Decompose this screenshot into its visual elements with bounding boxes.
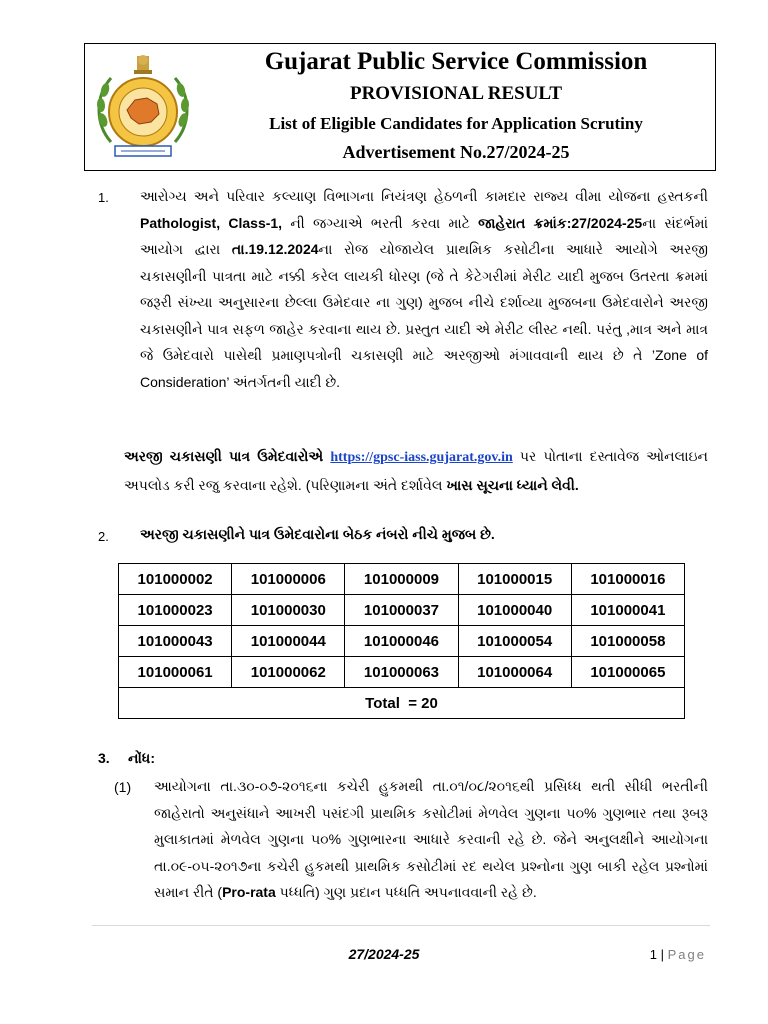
paragraph-1: [140, 183, 708, 395]
page-label: Page: [667, 947, 706, 962]
seat-number-cell: 101000043: [119, 626, 232, 657]
para1-text-3: ના સંદર્ભમાં આયોગ દ્વારા: [140, 214, 709, 257]
seat-number-cell: 101000006: [232, 564, 345, 595]
seat-number-cell: 101000044: [232, 626, 345, 657]
seat-number-cell: 101000062: [232, 657, 345, 688]
seat-number-cell: 101000054: [458, 626, 571, 657]
para-number-2: 2.: [98, 529, 109, 544]
para1-advt-number: જાહેરાત ક્રમાંક:27/2024-25: [478, 214, 643, 231]
table-row: [119, 657, 685, 688]
seat-number-cell: 101000016: [571, 564, 684, 595]
footer-advertisement: 27/2024-25: [348, 946, 420, 962]
seat-number-cell: 101000040: [458, 595, 571, 626]
para-number-3: 3.: [98, 750, 110, 766]
para1b-bold-1: અરજી ચકાસણી પાત્ર ઉમેદવારોએ: [124, 448, 331, 464]
page-number: [650, 947, 706, 962]
seat-number-cell: 101000023: [119, 595, 232, 626]
seat-number-cell: 101000041: [571, 595, 684, 626]
seat-number-cell: 101000061: [119, 657, 232, 688]
total-count: Total = 20: [119, 688, 685, 719]
note-pro-rata: Pro-rata: [222, 884, 276, 900]
seat-number-cell: 101000064: [458, 657, 571, 688]
note-text-1: આયોગના તા.૩૦-૦૭-૨૦૧૬ના કચેરી હુકમથી તા.૦૧/૦૮/૨૦૧૬થી પ્રસિધ્ધ થતી સીધી ભરતીની જાહેરાતો અનુસંધાને આખરી પસંદગી પ્રાથમિક કસોટીમાં મેળવેલ ગુણના ૫૦% ગુણભાર તથા રૂબરૂ મુલાકાતમાં મેળવેલ ગુણના ૫૦% ગુણભારના આધારે કરવાની રહે છે. જેને અનુલક્ષીને આયોગના તા.૦૯-૦૫-૨૦૧૭ના કચેરી હુકમથી પ્રાથમિક કસોટીમાં રદ થયેલ પ્રશ્નોના ગુણ બાકી રહેલ પ્રશ્નોમાં સમાન રીતે (: [154, 778, 708, 900]
para1b-text: પર પોતાના દસ્તાવેજ ઓનલાઇન અપલોડ કરી રજુ કરવાના રહેશે. (પરિણામના અંતે દર્શાવેલ: [124, 448, 708, 493]
para1-text-1: આરોગ્ય અને પરિવાર કલ્યાણ વિભાગના નિયંત્રણ હેઠળની કામદાર રાજ્ય વીમા યોજના હસ્તકની: [140, 188, 708, 204]
seat-number-cell: 101000058: [571, 626, 684, 657]
seat-number-cell: 101000065: [571, 657, 684, 688]
table-row: [119, 595, 685, 626]
list-description: List of Eligible Candidates for Application Scrutiny: [269, 114, 643, 133]
para-number-1: 1.: [98, 190, 109, 205]
advertisement-number: Advertisement No.27/2024-25: [342, 142, 570, 162]
seat-number-cell: 101000046: [345, 626, 458, 657]
gpsc-emblem-icon: [91, 50, 195, 162]
page-title: Gujarat Public Service Commission: [264, 48, 648, 75]
seat-number-cell: 101000015: [458, 564, 571, 595]
seat-number-table: [118, 563, 685, 719]
table-row: [119, 626, 685, 657]
header-text: [203, 46, 709, 166]
page-number-value: 1: [649, 947, 658, 962]
seat-number-cell: 101000030: [232, 595, 345, 626]
result-subtitle: PROVISIONAL RESULT: [349, 83, 563, 104]
note-text-2: પધ્ધતિ) ગુણ પ્રદાન પધ્ધતિ અપનાવવાની રહે છે.: [275, 884, 537, 900]
para1b-bold-2: ખાસ સૂચના ધ્યાને લેવી.: [446, 476, 579, 493]
footer-divider: [92, 925, 710, 926]
section-2-heading: અરજી ચકાસણીને પાત્ર ઉમેદવારોના બેઠક નંબરો નીચે મુજબ છે.: [140, 526, 495, 542]
para1-post-name: Pathologist, Class-1,: [140, 214, 283, 231]
para1-text-4: ના રોજ યોજાયેલ પ્રાથમિક કસોટીના આધારે આયોગે અરજી ચકાસણીની પાત્રતા માટે નક્કી કરેલ લાયકી ધોરણ (જે તે કેટેગરીમાં મેરીટ યાદી મુજબ ઉતરતા ક્રમમાં જરૂરી સંખ્યા અનુસારના છેલ્લા ઉમેદવાર ના ગુણ) મુજબ નીચે દર્શાવ્યા મુજબના ઉમેદવારોને અરજી ચકાસણીને પાત્ર સફળ જાહેર કરવાના થાય છે. પ્રસ્તુત યાદી એ મેરીટ લીસ્ટ નથી. પરંતુ ,માત્ર અને માત્ર જે ઉમેદવારો પાસેથી પ્રમાણપત્રોની ચકાસણી માટે અરજીઓ મંગાવવાની થાય છે તે ’Zone of Consideration’ અંતર્ગતની યાદી છે.: [140, 241, 708, 390]
seat-number-cell: 101000009: [345, 564, 458, 595]
seat-number-cell: 101000063: [345, 657, 458, 688]
para1-text-2: ની જગ્યાએ ભરતી કરવા માટે: [282, 214, 479, 231]
para1-exam-date: તા.19.12.2024: [231, 241, 319, 257]
note-paragraph: [154, 773, 708, 906]
note-sub-number: (1): [114, 779, 132, 795]
header-box: [84, 43, 716, 171]
seat-number-cell: 101000002: [119, 564, 232, 595]
note-heading: નોંધ:: [128, 750, 155, 766]
table-total-row: [119, 688, 685, 719]
page-separator: |: [657, 947, 668, 962]
table-row: [119, 564, 685, 595]
seat-number-cell: 101000037: [345, 595, 458, 626]
paragraph-1b: [124, 443, 708, 498]
website-link[interactable]: https://gpsc-iass.gujarat.gov.in: [330, 450, 513, 465]
